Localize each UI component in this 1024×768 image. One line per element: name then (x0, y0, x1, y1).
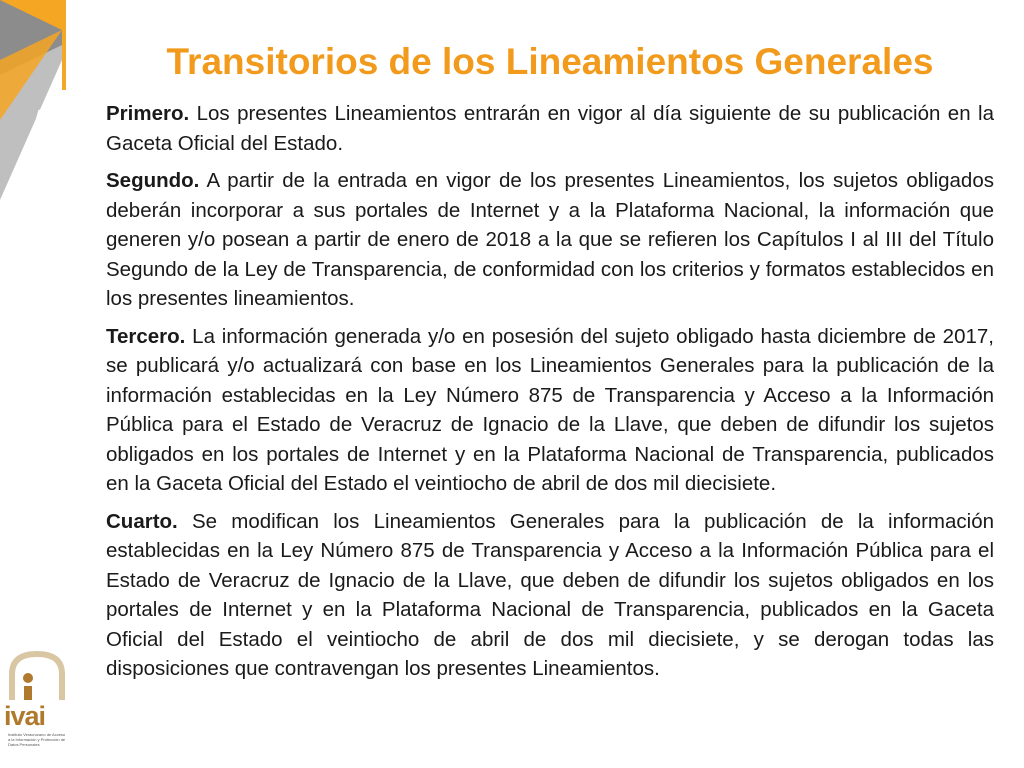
paragraph-label: Tercero. (106, 324, 186, 348)
paragraph-tercero (106, 322, 994, 499)
paragraph-text: La información generada y/o en posesión del sujeto obligado hasta diciembre de 2017, se publicará y/o actualizará con base en los Lineamientos Generales para la publicación de la información establecidas en la Ley Número 875 de Transparencia y Acceso a la Información Pública para el Estado de Veracruz de Ignacio de la Llave, que deben de difundir los sujetos obligados en los portales de Internet y en la Plataforma Nacional de Transparencia, publicados en la Gaceta Oficial del Estado el veintiocho de abril de dos mil diecisiete. (106, 324, 994, 495)
logo-wordmark: ivai (4, 701, 46, 731)
slide-body (106, 99, 994, 692)
paragraph-text: A partir de la entrada en vigor de los presentes Lineamientos, los sujetos obligados deberán incorporar a sus portales de Internet y a la Plataforma Nacional, la información que generen y/o posean a partir de enero de 2018 a la que se refieren los Capítulos I al III del Título Segundo de la Ley de Transparencia, de conformidad con los criterios y formatos establecidos en los presentes lineamientos. (106, 169, 994, 310)
slide-title: Transitorios de los Lineamientos Generales (166, 41, 934, 82)
paragraph-label: Primero. (106, 102, 190, 125)
logo-caption: Instituto Veracruzano de Acceso a la Información y Protección de Datos Personales (8, 732, 66, 747)
paragraph-cuarto (106, 507, 994, 684)
paragraph-label: Cuarto. (106, 509, 178, 533)
paragraph-primero (106, 99, 994, 158)
paragraph-segundo (106, 166, 994, 314)
paragraph-text: Se modifican los Lineamientos Generales para la publicación de la información establecidas en la Ley Número 875 de Transparencia y Acceso a la Información Pública para el Estado de Veracruz de Ignacio de la Llave, que deben de difundir los sujetos obligados en los portales de Internet y en la Plataforma Nacional de Transparencia, publicados en la Gaceta Oficial del Estado el veintiocho de abril de dos mil diecisiete, y se derogan todas las disposiciones que contravengan los presentes Lineamientos. (106, 509, 994, 680)
paragraph-text: Los presentes Lineamientos entrarán en vigor al día siguiente de su publicación en la Gaceta Oficial del Estado. (106, 102, 994, 155)
paragraph-label: Segundo. (106, 169, 200, 192)
